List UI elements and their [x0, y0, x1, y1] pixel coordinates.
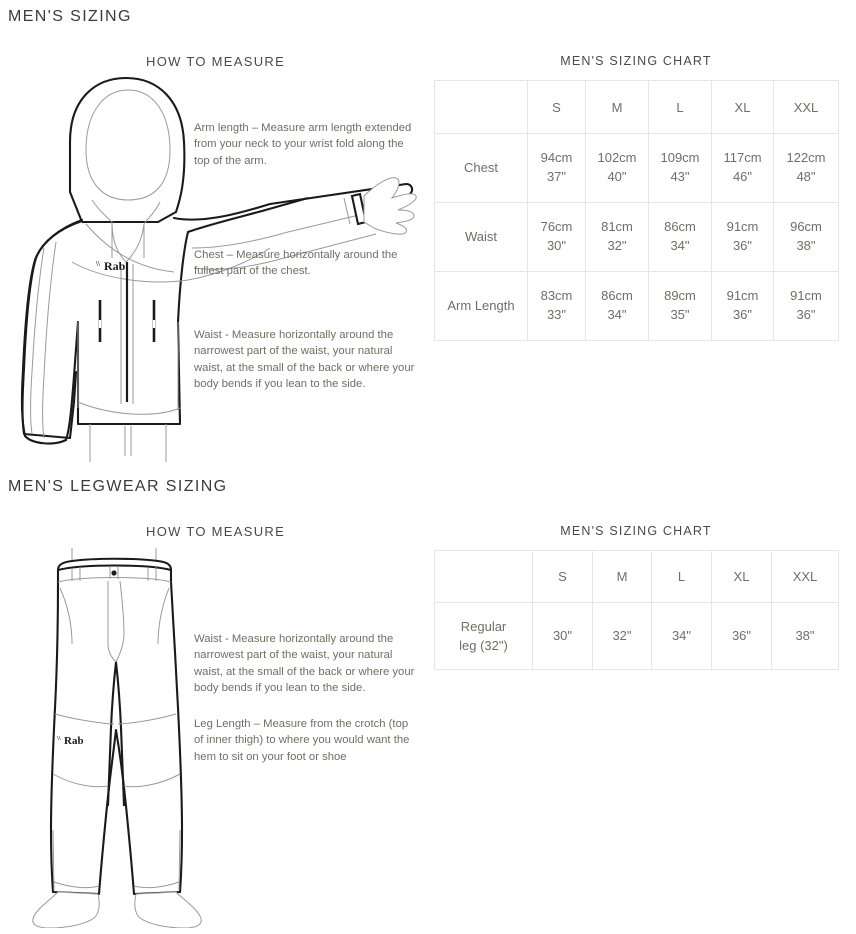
- cell-chest-m: [586, 134, 649, 203]
- cell-value-inch: 32": [607, 238, 627, 253]
- column-header-xxl: XXL: [774, 81, 839, 134]
- note-chest: Chest – Measure horizontally around the fullest part of the chest.: [194, 249, 398, 278]
- row-label-regular-leg: [435, 603, 533, 670]
- cell-value-cm: 122cm: [786, 150, 826, 166]
- cell-value-cm: 89cm: [664, 288, 696, 304]
- column-header-l: L: [652, 551, 712, 603]
- cell-waist-l: [649, 203, 712, 272]
- cell-value-cm: 94cm: [540, 150, 573, 166]
- brand-logo-rab-legwear: Rab: [64, 735, 84, 747]
- cell-regular-leg-m: 32": [593, 603, 652, 670]
- cell-value-cm: 81cm: [601, 219, 633, 235]
- row-label-chest: Chest: [435, 134, 528, 203]
- brand-logo-mark-jacket: \\: [96, 260, 100, 268]
- column-header-l: L: [649, 81, 712, 134]
- how-to-measure-label-jacket: HOW TO MEASURE: [146, 54, 286, 69]
- cell-value-inch: 33": [546, 307, 567, 322]
- cell-value-cm: 91cm: [726, 288, 759, 304]
- row-label-arm-length: Arm Length: [435, 272, 528, 341]
- cell-value-cm: 86cm: [664, 219, 696, 235]
- column-header-xl: XL: [712, 551, 772, 603]
- cell-regular-leg-s: 30": [533, 603, 593, 670]
- table-header-row: [435, 81, 839, 134]
- note-arm-length: Arm length – Measure arm length extended from your neck to your wrist fold along the top of the arm.: [194, 122, 412, 167]
- table-header-row: [435, 551, 839, 603]
- cell-arm-l: [649, 272, 712, 341]
- column-header-m: M: [586, 81, 649, 134]
- page-title-mens-legwear-sizing: MEN'S LEGWEAR SIZING: [8, 478, 228, 495]
- cell-value-cm: 83cm: [540, 288, 573, 304]
- cell-chest-s: [528, 134, 586, 203]
- row-label-waist: Waist: [435, 203, 528, 272]
- table-row: [435, 134, 839, 203]
- cell-value-cm: 86cm: [601, 288, 633, 304]
- sizing-chart-title-legwear: MEN'S SIZING CHART: [560, 524, 712, 538]
- cell-value-inch: 36": [796, 307, 816, 322]
- column-header-s: S: [533, 551, 593, 603]
- cell-waist-s: [528, 203, 586, 272]
- cell-value-inch: 38": [796, 238, 816, 253]
- column-header-xxl: XXL: [772, 551, 839, 603]
- cell-arm-m: [586, 272, 649, 341]
- brand-logo-mark-legwear: \\: [57, 735, 61, 742]
- cell-value-cm: 96cm: [790, 219, 822, 235]
- mens-sizing-table: [434, 80, 839, 341]
- how-to-measure-label-legwear: HOW TO MEASURE: [146, 524, 286, 539]
- sizing-chart-title-jacket: MEN'S SIZING CHART: [560, 54, 712, 68]
- cell-value-inch: 40": [607, 169, 627, 184]
- table-row: [435, 272, 839, 341]
- column-header-s: S: [528, 81, 586, 134]
- legwear-figure-svg: [24, 548, 204, 928]
- cell-chest-xxl: [774, 134, 839, 203]
- note-leg-length: Leg Length – Measure from the crotch (top of inner thigh) to where you would want the hem to sit on your foot or shoe: [194, 718, 410, 763]
- cell-value-cm: 91cm: [790, 288, 822, 304]
- table-corner-cell: [435, 551, 533, 603]
- cell-regular-leg-xl: 36": [712, 603, 772, 670]
- note-waist-jacket: Waist - Measure horizontally around the narrowest part of the waist, your natural waist, at the small of the back or where your body bends if you lean to the side.: [194, 329, 415, 390]
- legwear-illustration: [24, 548, 204, 933]
- cell-value-inch: 43": [670, 169, 690, 184]
- cell-value-inch: 46": [732, 169, 753, 184]
- cell-value-cm: 76cm: [540, 219, 573, 235]
- cell-chest-l: [649, 134, 712, 203]
- row-label-line2: leg (32"): [459, 638, 508, 653]
- cell-arm-xxl: [774, 272, 839, 341]
- page-title-mens-sizing: MEN'S SIZING: [8, 8, 132, 25]
- cell-waist-m: [586, 203, 649, 272]
- cell-waist-xxl: [774, 203, 839, 272]
- cell-value-cm: 91cm: [726, 219, 759, 235]
- brand-logo-rab-jacket: Rab: [104, 259, 126, 273]
- row-label-line1: Regular: [460, 618, 507, 634]
- cell-chest-xl: [712, 134, 774, 203]
- cell-value-inch: 30": [546, 238, 567, 253]
- mens-legwear-sizing-table: [434, 550, 839, 670]
- note-waist-legwear: Waist - Measure horizontally around the narrowest part of the waist, your natural waist, at the small of the back or where your body bends if you lean to the side.: [194, 633, 415, 694]
- cell-value-cm: 109cm: [660, 150, 700, 166]
- cell-value-inch: 34": [670, 238, 690, 253]
- table-corner-cell: [435, 81, 528, 134]
- cell-regular-leg-xxl: 38": [772, 603, 839, 670]
- table-row: [435, 203, 839, 272]
- column-header-xl: XL: [712, 81, 774, 134]
- cell-value-inch: 36": [732, 307, 753, 322]
- cell-arm-xl: [712, 272, 774, 341]
- cell-value-inch: 34": [607, 307, 627, 322]
- cell-value-cm: 102cm: [597, 150, 637, 166]
- button-icon: [111, 570, 116, 575]
- cell-value-inch: 37": [546, 169, 567, 184]
- table-row: [435, 603, 839, 670]
- cell-waist-xl: [712, 203, 774, 272]
- cell-value-inch: 35": [670, 307, 690, 322]
- cell-regular-leg-l: 34": [652, 603, 712, 670]
- cell-value-inch: 48": [796, 169, 816, 184]
- cell-value-inch: 36": [732, 238, 753, 253]
- column-header-m: M: [593, 551, 652, 603]
- cell-value-cm: 117cm: [723, 150, 762, 166]
- cell-arm-s: [528, 272, 586, 341]
